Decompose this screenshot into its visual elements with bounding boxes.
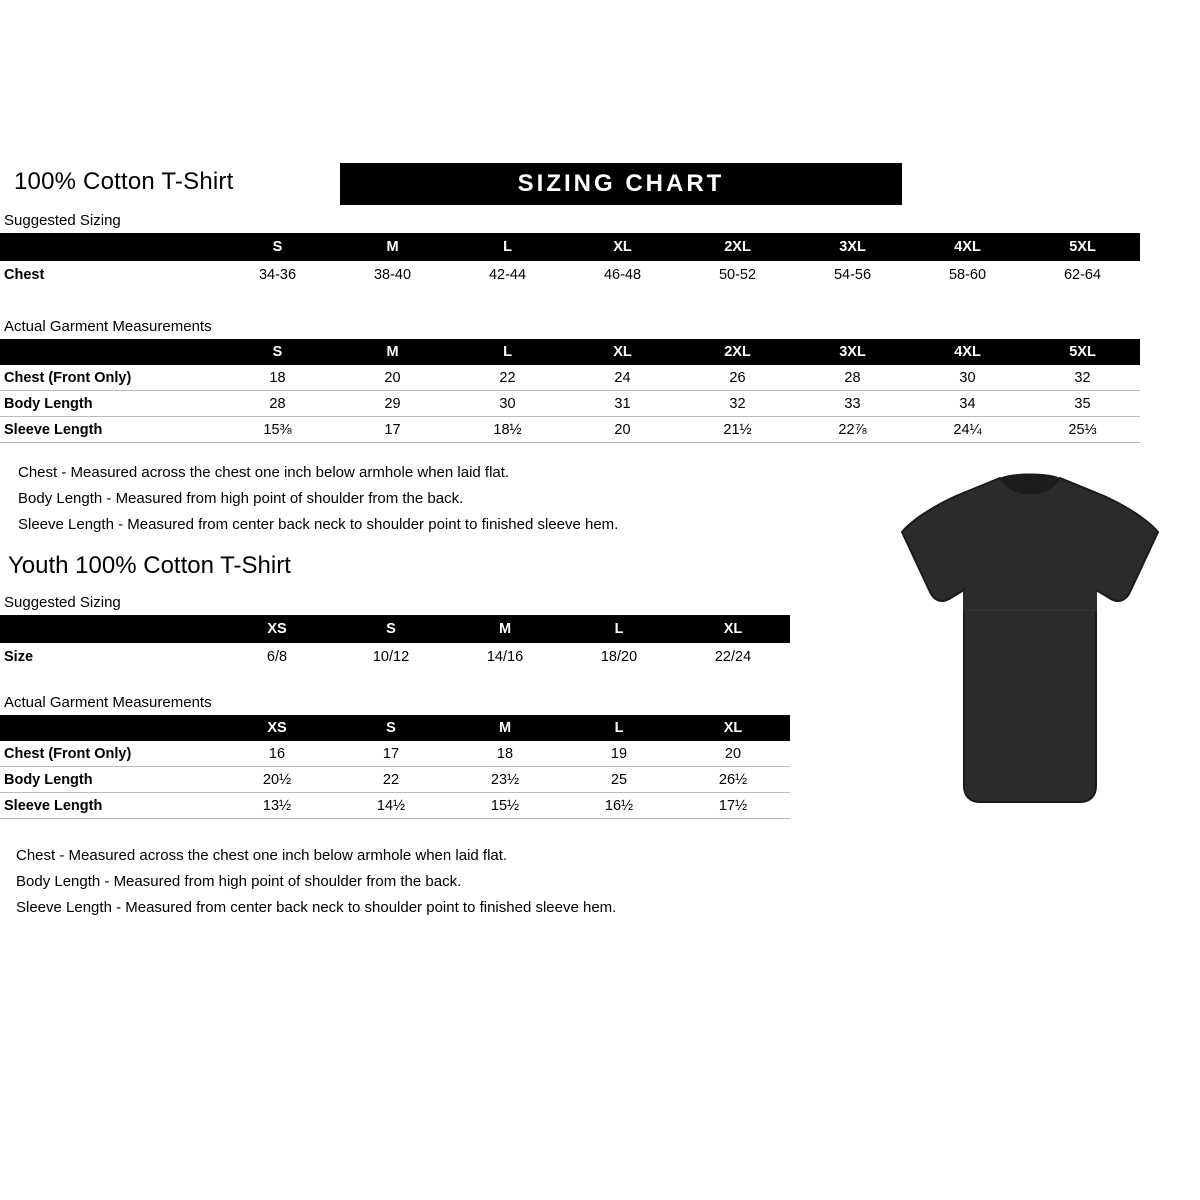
table-row	[0, 741, 790, 767]
header-corner	[0, 615, 220, 643]
youth-notes	[16, 843, 616, 921]
column-header: M	[335, 233, 450, 261]
column-header: L	[450, 339, 565, 365]
column-header: XL	[676, 615, 790, 643]
adult-suggested-sizing-label: Suggested Sizing	[4, 212, 121, 229]
cell: 21½	[680, 417, 795, 443]
cell: 22⅞	[795, 417, 910, 443]
cell: 19	[562, 741, 676, 767]
table-row	[0, 365, 1140, 391]
youth-measurements-table	[0, 715, 790, 819]
note-sleeve-length: Sleeve Length - Measured from center back neck to shoulder point to finished sleeve hem.	[16, 899, 617, 916]
row-label: Chest (Front Only)	[0, 741, 220, 767]
cell: 29	[335, 391, 450, 417]
cell: 17	[335, 417, 450, 443]
cell: 33	[795, 391, 910, 417]
column-header: 2XL	[680, 233, 795, 261]
cell: 26	[680, 365, 795, 391]
cell: 20	[676, 741, 790, 767]
cell: 32	[680, 391, 795, 417]
table-header-row	[0, 233, 1140, 261]
adult-suggested-sizing-table	[0, 233, 1140, 289]
youth-actual-measurements-label: Actual Garment Measurements	[4, 694, 212, 711]
column-header: 3XL	[795, 233, 910, 261]
column-header: L	[450, 233, 565, 261]
cell: 38-40	[335, 261, 450, 289]
cell: 17	[334, 741, 448, 767]
cell: 20½	[220, 767, 334, 793]
table-header-row	[0, 615, 790, 643]
cell: 28	[220, 391, 335, 417]
cell: 42-44	[450, 261, 565, 289]
cell: 17½	[676, 793, 790, 819]
column-header: S	[220, 233, 335, 261]
cell: 28	[795, 365, 910, 391]
column-header: 4XL	[910, 339, 1025, 365]
row-label: Body Length	[0, 767, 220, 793]
cell: 50-52	[680, 261, 795, 289]
cell: 30	[910, 365, 1025, 391]
row-label: Chest	[0, 261, 220, 289]
cell: 14½	[334, 793, 448, 819]
cell: 18	[220, 365, 335, 391]
column-header: XS	[220, 615, 334, 643]
column-header: XL	[565, 339, 680, 365]
header-corner	[0, 233, 220, 261]
table-row	[0, 643, 790, 671]
cell: 62-64	[1025, 261, 1140, 289]
column-header: XS	[220, 715, 334, 741]
column-header: M	[335, 339, 450, 365]
column-header: S	[334, 615, 448, 643]
cell: 13½	[220, 793, 334, 819]
note-body-length: Body Length - Measured from high point of shoulder from the back.	[16, 873, 462, 890]
cell: 6/8	[220, 643, 334, 671]
cell: 23½	[448, 767, 562, 793]
cell: 25	[562, 767, 676, 793]
row-label: Chest (Front Only)	[0, 365, 220, 391]
note-sleeve-length: Sleeve Length - Measured from center back neck to shoulder point to finished sleeve hem.	[18, 516, 619, 533]
cell: 24	[565, 365, 680, 391]
table-row	[0, 261, 1140, 289]
column-header: 5XL	[1025, 339, 1140, 365]
column-header: 2XL	[680, 339, 795, 365]
adult-actual-measurements-label: Actual Garment Measurements	[4, 318, 212, 335]
adult-notes	[18, 460, 618, 538]
table-header-row	[0, 715, 790, 741]
cell: 15⅜	[220, 417, 335, 443]
cell: 25⅓	[1025, 417, 1140, 443]
t-shirt-body	[902, 478, 1158, 802]
cell: 20	[335, 365, 450, 391]
cell: 18½	[450, 417, 565, 443]
column-header: M	[448, 615, 562, 643]
adult-measurements-table	[0, 339, 1140, 443]
sizing-chart-banner	[340, 163, 902, 205]
column-header: XL	[565, 233, 680, 261]
cell: 22	[450, 365, 565, 391]
header-corner	[0, 339, 220, 365]
note-chest: Chest - Measured across the chest one inch below armhole when laid flat.	[16, 847, 508, 864]
cell: 15½	[448, 793, 562, 819]
cell: 20	[565, 417, 680, 443]
cell: 18/20	[562, 643, 676, 671]
cell: 22	[334, 767, 448, 793]
cell: 58-60	[910, 261, 1025, 289]
row-label: Size	[0, 643, 220, 671]
cell: 35	[1025, 391, 1140, 417]
cell: 34-36	[220, 261, 335, 289]
cell: 10/12	[334, 643, 448, 671]
cell: 22/24	[676, 643, 790, 671]
column-header: 4XL	[910, 233, 1025, 261]
row-label: Body Length	[0, 391, 220, 417]
cell: 54-56	[795, 261, 910, 289]
cell: 32	[1025, 365, 1140, 391]
table-header-row	[0, 339, 1140, 365]
cell: 30	[450, 391, 565, 417]
header-corner	[0, 715, 220, 741]
column-header: XL	[676, 715, 790, 741]
t-shirt-illustration	[890, 470, 1170, 810]
sizing-chart-banner-text: SIZING CHART	[517, 170, 725, 197]
cell: 14/16	[448, 643, 562, 671]
cell: 26½	[676, 767, 790, 793]
row-label: Sleeve Length	[0, 793, 220, 819]
youth-suggested-sizing-table	[0, 615, 790, 671]
cell: 16	[220, 741, 334, 767]
column-header: S	[334, 715, 448, 741]
cell: 34	[910, 391, 1025, 417]
column-header: L	[562, 615, 676, 643]
column-header: M	[448, 715, 562, 741]
column-header: L	[562, 715, 676, 741]
cell: 24¼	[910, 417, 1025, 443]
cell: 31	[565, 391, 680, 417]
table-row	[0, 793, 790, 819]
table-row	[0, 391, 1140, 417]
cell: 46-48	[565, 261, 680, 289]
adult-section-title: 100% Cotton T-Shirt	[14, 168, 234, 195]
table-row	[0, 417, 1140, 443]
cell: 18	[448, 741, 562, 767]
cell: 16½	[562, 793, 676, 819]
row-label: Sleeve Length	[0, 417, 220, 443]
youth-section-title: Youth 100% Cotton T-Shirt	[8, 552, 291, 579]
note-body-length: Body Length - Measured from high point of shoulder from the back.	[18, 490, 464, 507]
table-row	[0, 767, 790, 793]
column-header: 3XL	[795, 339, 910, 365]
column-header: 5XL	[1025, 233, 1140, 261]
column-header: S	[220, 339, 335, 365]
note-chest: Chest - Measured across the chest one inch below armhole when laid flat.	[18, 464, 510, 481]
youth-suggested-sizing-label: Suggested Sizing	[4, 594, 121, 611]
